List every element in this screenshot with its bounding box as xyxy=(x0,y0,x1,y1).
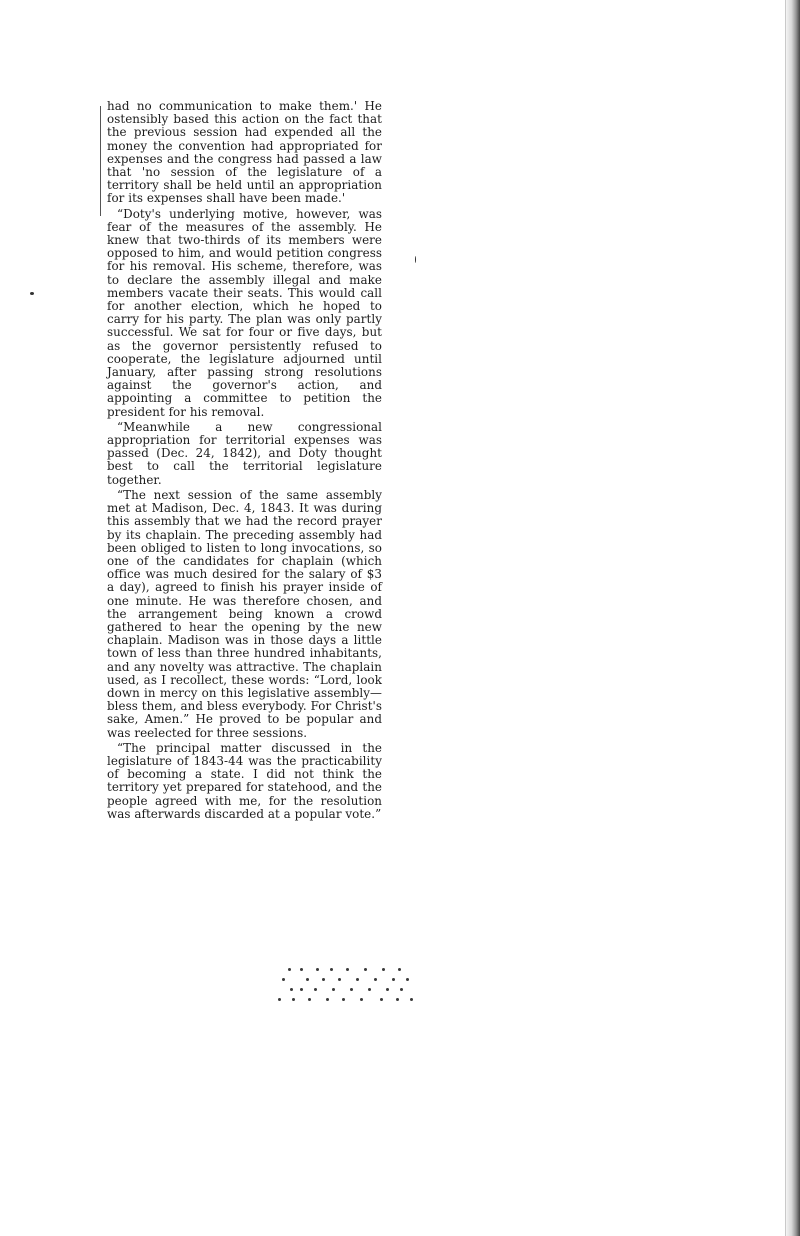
paragraph-3: “Meanwhile a new congressional appropriation for territorial expenses was passed (Dec. 24, 1842), and Doty thought best to call the territorial legislature together. xyxy=(107,419,382,487)
ink-speck xyxy=(415,256,416,263)
article-column xyxy=(107,100,382,823)
paragraph-1: had no communication to make them.' He ostensibly based this action on the fact that the previous session had expended all the money the convention had appropriated for expenses and the congress had passed a law that 'no session of the legislature of a territory shall be held until an appropriation for its expenses shall have been made.' xyxy=(107,99,382,206)
paragraph-2: “Doty's underlying motive, however, was fear of the measures of the assembly. He knew that two-thirds of its members were opposed to him, and would petition congress for his removal. His scheme, therefore, was to declare the assembly illegal and make members vacate their seats. This would call for another election, which he hoped to carry for his party. The plan was only partly successful. We sat for four or five days, but as the governor persistently refused to cooperate, the legislature adjourned until January, after passing strong resolutions against the governor's action, and appointing a committee to petition the president for his removal. xyxy=(107,206,382,419)
page-edge-shadow xyxy=(786,0,800,1236)
paragraph-5: “The principal matter discussed in the legislature of 1843-44 was the practicability of becoming a state. I did not think the territory yet prepared for statehood, and the people agreed with me, for the resolution was afterwards discarded at a popular vote.” xyxy=(107,740,382,821)
paragraph-4: “The next session of the same assembly met at Madison, Dec. 4, 1843. It was during this assembly that we had the record prayer by its chaplain. The preceding assembly had been obliged to listen to long invocations, so one of the candidates for chaplain (which office was much desired for the salary of $3 a day), agreed to finish his prayer inside of one minute. He was therefore chosen, and the arrangement being known a crowd gathered to hear the opening by the new chaplain. Madison was in those days a little town of less than three hundred inhabitants, and any novelty was attractive. The chaplain used, as I recollect, these words: “Lord, look down in mercy on this legislative assembly—bless them, and bless everybody. For Christ's sake, Amen.” He proved to be popular and was reelected for three sessions. xyxy=(107,487,382,740)
column-margin-mark xyxy=(100,106,101,216)
perforation-dots xyxy=(270,962,420,1010)
ink-speck xyxy=(30,292,34,295)
